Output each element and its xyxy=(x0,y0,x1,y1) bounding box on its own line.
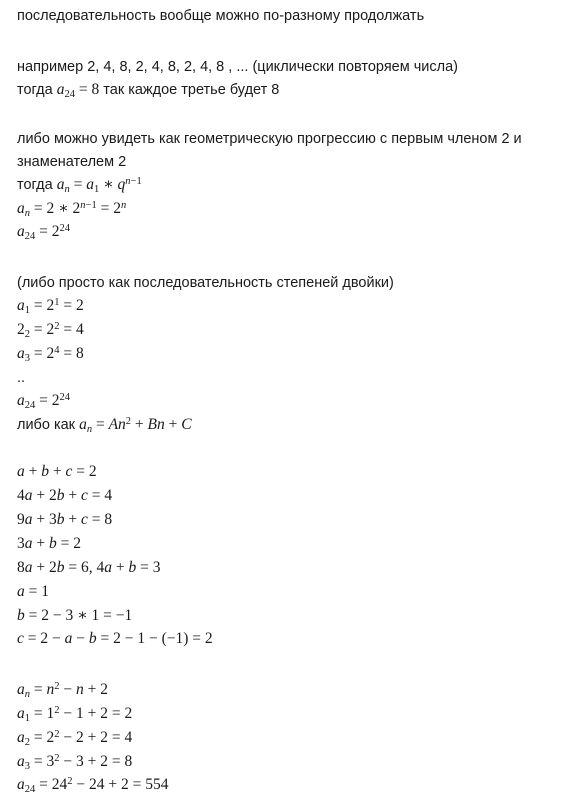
formula-check-a3: $a_3 = 3^2 - 3 + 2 = 8$ xyxy=(17,753,133,772)
formula-c: c = 2 − a − b = 2 − 1 − (−1) = 2 xyxy=(17,630,213,647)
formula-b: b = 2 − 3 ∗ 1 = −1 xyxy=(17,607,133,624)
formula-a-eq-1: a = 1 xyxy=(17,583,49,600)
formula-eq5: 8a + 2b = 6, 4a + b = 3 xyxy=(17,559,161,576)
formula-a3: $a_3 = 2^4 = 8$ xyxy=(17,345,84,364)
text-ellipsis: .. xyxy=(17,370,26,386)
formula-an-final: $a_n = n^2 - n + 2$ xyxy=(17,681,108,700)
text-line-quadratic xyxy=(17,415,192,435)
text-prefix: тогда xyxy=(17,82,53,98)
formula-a24-2pow24: $a_{24} = 2^{24}$ xyxy=(17,223,70,242)
formula-a1: $a_1 = 2^1 = 2$ xyxy=(17,297,84,316)
text-line-geometric: либо можно увидеть как геометрическую прогрессию с первым членом 2 и xyxy=(17,131,522,147)
text-prefix: либо как xyxy=(17,417,76,433)
text-line-example: например 2, 4, 8, 2, 4, 8, 2, 4, 8 , ... (циклически повторяем числа) xyxy=(17,59,459,75)
formula-an-2n: $a_n = 2$ ∗ $2^{n-1} = 2^n$ xyxy=(17,200,127,219)
formula-eq2: 4a + 2b + c = 4 xyxy=(17,487,113,504)
formula-a24-eq-8: $a_{24} = 8$ xyxy=(56,81,100,100)
formula-a24-2pow24-b: $a_{24} = 2^{24}$ xyxy=(17,392,70,411)
formula-2-2: $2_2 = 2^2 = 4$ xyxy=(17,321,84,340)
formula-eq1: a + b + c = 2 xyxy=(17,463,97,480)
formula-an-quadratic: $a_n = An^2 + Bn + C$ xyxy=(79,416,192,435)
text-line-intro: последовательность вообще можно по-разному продолжать xyxy=(17,8,425,24)
formula-check-a1: $a_1 = 1^2 - 1 + 2 = 2$ xyxy=(17,705,133,724)
formula-check-a2: $a_2 = 2^2 - 2 + 2 = 4$ xyxy=(17,729,133,748)
formula-check-a24: $a_{24} = 24^2 - 24 + 2 = 554$ xyxy=(17,776,169,795)
text-line-formula-general xyxy=(17,175,142,195)
text-line-powers: (либо просто как последовательность степеней двойки) xyxy=(17,275,394,291)
text-suffix: так каждое третье будет 8 xyxy=(103,82,280,98)
formula-eq4: 3a + b = 2 xyxy=(17,535,81,552)
formula-an-general: $a_n = a_1$ ∗ $q^{n-1}$ xyxy=(56,176,142,195)
text-line-cyclic xyxy=(17,80,279,100)
formula-eq3: 9a + 3b + c = 8 xyxy=(17,511,113,528)
text-line-ratio: знаменателем 2 xyxy=(17,154,127,170)
text-prefix: тогда xyxy=(17,177,53,193)
